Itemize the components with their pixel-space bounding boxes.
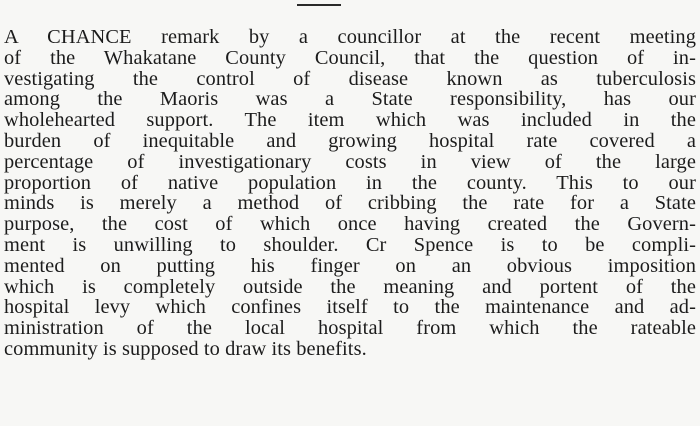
article-line: vestigating the control of disease known as tuberculosis <box>4 67 696 90</box>
article-line: which is completely outside the meaning and portent of the <box>4 275 696 298</box>
editorial-article <box>4 27 696 360</box>
article-line: proportion of native population in the county. This to our <box>4 171 696 194</box>
column-divider-rule <box>297 4 341 6</box>
article-line: wholehearted support. The item which was included in the <box>4 109 696 132</box>
article-line: ministration of the local hospital from which the rateable <box>4 317 696 340</box>
article-line: among the Maoris was a State responsibility, has our <box>4 88 696 111</box>
article-line: burden of inequitable and growing hospital rate covered a <box>4 129 696 152</box>
article-line: percentage of investigationary costs in view of the large <box>4 150 696 173</box>
article-line: ment is unwilling to shoulder. Cr Spence is to be compli- <box>4 233 696 256</box>
article-line: hospital levy which confines itself to the maintenance and ad- <box>4 296 696 319</box>
article-line: community is supposed to draw its benefits. <box>4 337 367 360</box>
article-line: A CHANCE remark by a councillor at the recent meeting <box>4 26 696 48</box>
article-line: mented on putting his finger on an obvious imposition <box>4 254 696 277</box>
article-line: purpose, the cost of which once having created the Govern- <box>4 213 696 236</box>
article-line: minds is merely a method of cribbing the rate for a State <box>4 192 696 215</box>
article-line: of the Whakatane County Council, that the question of in- <box>4 46 696 69</box>
